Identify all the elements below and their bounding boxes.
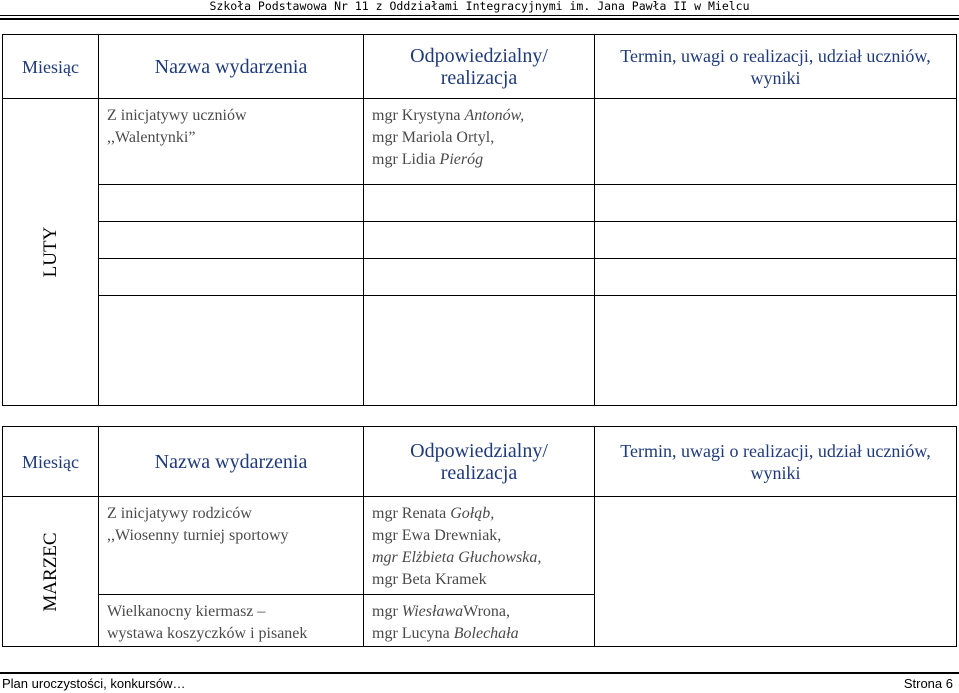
- month-cell-marzec: [3, 497, 99, 647]
- event-cell: Z inicjatywy rodziców ,,Wiosenny turniej sportowy: [99, 497, 364, 595]
- responsible-cell: mgr Krystyna Antonów, mgr Mariola Ortyl, mgr Lidia Pieróg: [364, 99, 595, 185]
- table-row: [3, 497, 957, 595]
- notes-cell: [595, 99, 957, 185]
- month-label-luty: LUTY: [39, 226, 61, 278]
- month-cell-luty: [3, 99, 99, 406]
- col-header-notes: Termin, uwagi o realizacji, udział uczniów, wyniki: [595, 427, 957, 497]
- responsible-cell: mgr WiesławaWrona, mgr Lucyna Bolechała: [364, 595, 595, 647]
- document-header: Szkoła Podstawowa Nr 11 z Oddziałami Integracyjnymi im. Jana Pawła II w Mielcu: [209, 0, 750, 13]
- month-label-marzec: MARZEC: [39, 531, 61, 612]
- table-row: [3, 259, 957, 296]
- col-header-notes: Termin, uwagi o realizacji, udział uczniów, wyniki: [595, 35, 957, 99]
- header-rule-bold: [0, 18, 959, 20]
- page-number: Strona 6: [903, 676, 953, 691]
- table-row: [3, 185, 957, 222]
- table-row: [3, 222, 957, 259]
- schedule-table-marzec: [2, 426, 957, 647]
- footer-title: Plan uroczystości, konkursów…: [2, 676, 186, 691]
- col-header-event: Nazwa wydarzenia: [99, 35, 364, 99]
- notes-cell: [595, 497, 957, 647]
- col-header-month: Miesiąc: [3, 427, 99, 497]
- table-header-row: [3, 35, 957, 99]
- schedule-table-luty: [2, 34, 957, 406]
- event-cell: Wielkanocny kiermasz – wystawa koszyczków i pisanek: [99, 595, 364, 647]
- event-cell: Z inicjatywy uczniów ,,Walentynki”: [99, 99, 364, 185]
- col-header-event: Nazwa wydarzenia: [99, 427, 364, 497]
- responsible-cell: mgr Renata Gołąb, mgr Ewa Drewniak, mgr Elżbieta Głuchowska, mgr Beta Kramek: [364, 497, 595, 595]
- table-header-row: [3, 427, 957, 497]
- col-header-responsible: Odpowiedzialny/ realizacja: [364, 35, 595, 99]
- col-header-responsible: Odpowiedzialny/ realizacja: [364, 427, 595, 497]
- table-row: [3, 99, 957, 185]
- table-row: [3, 296, 957, 406]
- header-rule: [0, 15, 959, 16]
- col-header-month: Miesiąc: [3, 35, 99, 99]
- footer-rule: [0, 672, 959, 674]
